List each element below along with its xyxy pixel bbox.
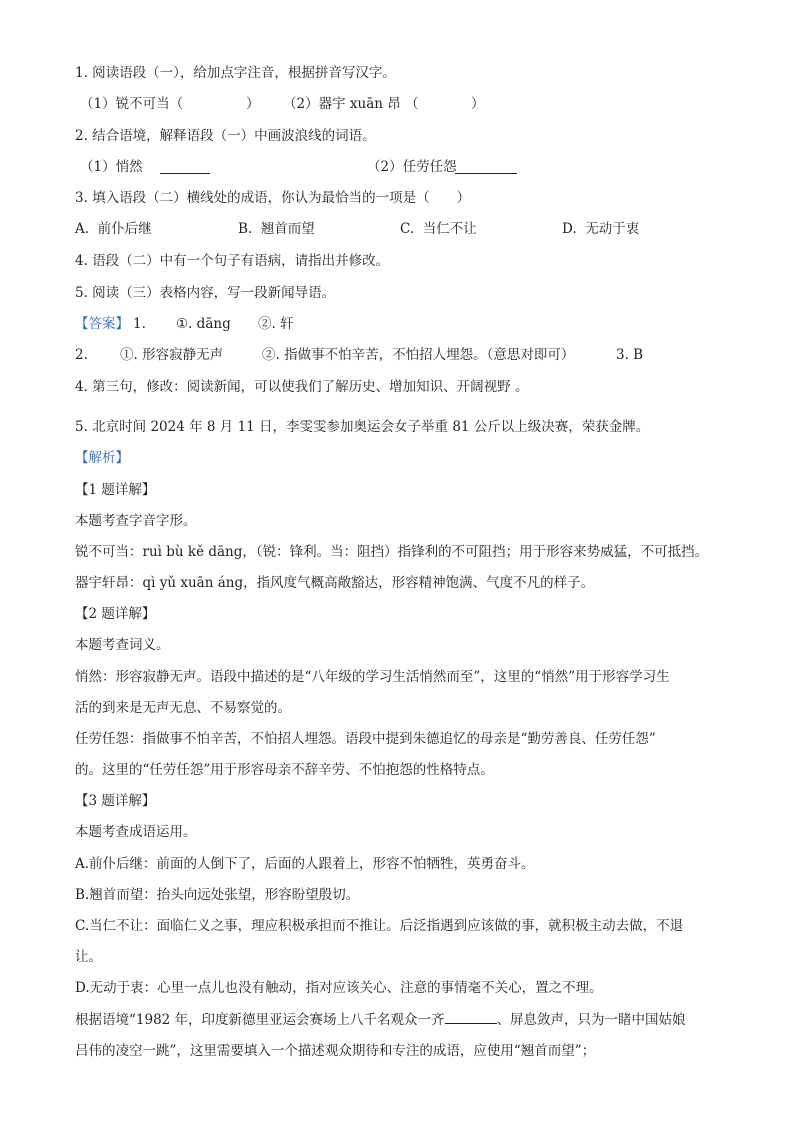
section-2-para-2-line-1: 任劳任怨：指做事不怕辛苦，不怕招人埋怨。语段中提到朱德追忆的母亲是“勤劳善良、任劳任怨” xyxy=(75,731,656,747)
section-3-para-line-1-end: 、屏息敛声，只为一睹中国姑娘 xyxy=(496,1012,686,1028)
section-2-title: 【2 题详解】 xyxy=(75,606,156,622)
q2-item-1-blank xyxy=(160,161,210,174)
section-3-option-a: A.前仆后继：前面的人倒下了，后面的人跟着上，形容不怕牺牲，英勇奋斗。 xyxy=(75,856,535,872)
section-3-option-c-line-2: 让。 xyxy=(75,949,102,965)
section-3-intro: 本题考查成语运用。 xyxy=(75,824,197,840)
q1-item-2-close: ） xyxy=(471,96,485,112)
section-3-title: 【3 题详解】 xyxy=(75,793,156,809)
section-1-para-1: 锐不可当：ruì bù kě dāng，（锐：锋利。当：阻挡）指锋利的不可阻挡；用于形容来势威猛，不可抵挡。 xyxy=(75,544,709,560)
answer-label: 【答案】 xyxy=(75,316,129,332)
section-3-option-b: B.翘首而望：抬头向远处张望，形容盼望殷切。 xyxy=(75,887,360,903)
section-3-para-line-1 xyxy=(75,1011,724,1029)
answer-3: 3. B xyxy=(616,347,644,363)
section-1-intro: 本题考查字音字形。 xyxy=(75,513,197,529)
answer-2-number: 2. xyxy=(75,347,88,363)
section-1-para-2: 器宇轩昂：qì yǔ xuān áng，指风度气概高敞豁达，形容精神饱满、气度不凡的样子。 xyxy=(75,575,595,591)
section-1-title: 【1 题详解】 xyxy=(75,482,156,498)
q3-option-a: A. 前仆后继 xyxy=(75,221,152,237)
q2-item-2-blank xyxy=(455,161,517,174)
answer-1-item-2: ②. 轩 xyxy=(258,316,294,332)
question-1: 1. 阅读语段（一），给加点字注音，根据拼音写汉字。 xyxy=(75,65,396,81)
section-3-blank xyxy=(445,1011,497,1024)
q2-item-2: （2）任劳任怨 xyxy=(367,159,457,175)
answer-4: 4. 第三句，修改：阅读新闻，可以使我们了解历史、增加知识、开阔视野 。 xyxy=(75,379,529,395)
analysis-label: 【解析】 xyxy=(75,450,129,466)
q3-option-c: C. 当仁不让 xyxy=(400,221,477,237)
q2-item-1: （1）悄然 xyxy=(80,159,143,175)
section-2-para-1-line-2: 活的到来是无声无息、不易察觉的。 xyxy=(75,700,291,716)
answer-5: 5. 北京时间 2024 年 8 月 11 日，李雯雯参加奥运会女子举重 81 公斤以上级决赛，荣获金牌。 xyxy=(75,419,650,435)
section-3-para-line-2: 吕伟的凌空一跳”，这里需要填入一个描述观众期待和专注的成语，应使用“翘首而望”； xyxy=(75,1043,596,1059)
section-3-option-c-line-1: C.当仁不让：面临仁义之事，理应积极承担而不推让。后泛指遇到应该做的事，就积极主动去做，不退 xyxy=(75,918,684,934)
answer-2-item-1: ①. 形容寂静无声 xyxy=(120,347,224,363)
question-3: 3. 填入语段（二）横线处的成语，你认为最恰当的一项是（ ） xyxy=(75,190,471,206)
section-3-option-d: D.无动于衷：心里一点儿也没有触动，指对应该关心、注意的事情毫不关心，置之不理。 xyxy=(75,980,603,996)
answer-1-number: 1. xyxy=(133,316,146,332)
section-3-para-line-1-start: 根据语境“1982 年，印度新德里亚运会赛场上八千名观众一齐 xyxy=(75,1012,445,1028)
question-5: 5. 阅读（三）表格内容，写一段新闻导语。 xyxy=(75,285,336,301)
section-2-para-1-line-1: 悄然：形容寂静无声。语段中描述的是“八年级的学习生活悄然而至”，这里的“悄然”用于形容学习生 xyxy=(75,669,670,685)
q1-item-2: （2）器宇 xuān 昂 （ xyxy=(283,96,419,112)
section-2-para-2-line-2: 的。这里的“任劳任怨”用于形容母亲不辞辛劳、不怕抱怨的性格特点。 xyxy=(75,762,494,778)
answer-1-item-1: ①. dāng xyxy=(176,316,231,332)
q3-option-b: B. 翘首而望 xyxy=(238,221,315,237)
q3-option-d: D. 无动于衷 xyxy=(562,221,640,237)
answer-2-item-2: ②. 指做事不怕辛苦，不怕招人埋怨。（意思对即可） xyxy=(262,347,575,363)
question-4: 4. 语段（二）中有一个句子有语病，请指出并修改。 xyxy=(75,253,390,269)
q1-item-1-close: ） xyxy=(246,96,260,112)
question-2: 2. 结合语境，解释语段（一）中画波浪线的词语。 xyxy=(75,128,376,144)
q1-item-1: （1）锐不可当（ xyxy=(80,96,184,112)
section-2-intro: 本题考查词义。 xyxy=(75,637,170,653)
